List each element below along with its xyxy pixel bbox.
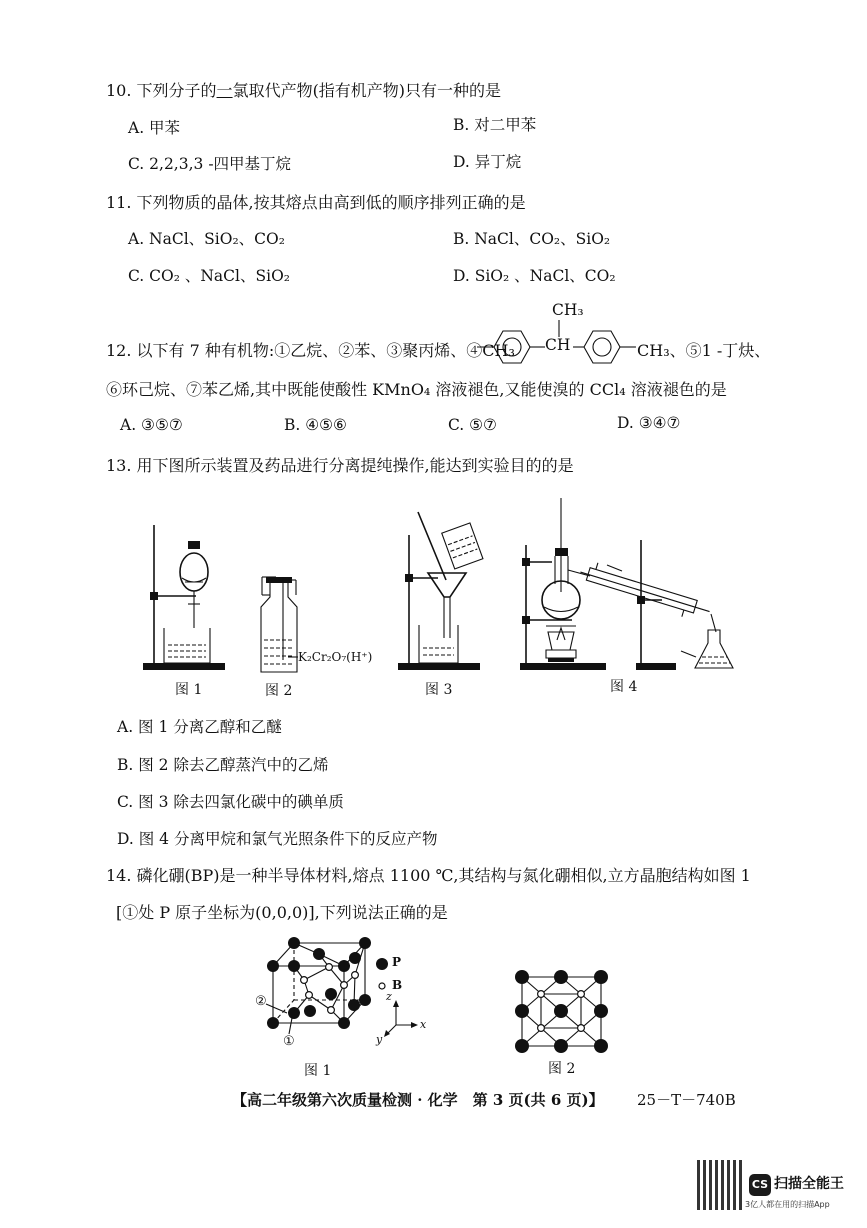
q14-fig2-caption: 图 2	[548, 1061, 576, 1077]
crystal-mark-2: ②	[255, 994, 267, 1009]
fig2-caption: 图 2	[265, 683, 293, 699]
q10-option-b: B. 对二甲苯	[453, 116, 537, 134]
fig4-caption: 图 4	[610, 679, 638, 695]
q10-option-d: D. 异丁烷	[453, 153, 522, 171]
q13-option-a: A. 图 1 分离乙醇和乙醚	[117, 718, 282, 736]
q12-option-d: D. ③④⑦	[617, 414, 681, 432]
crystal-mark-1: ①	[283, 1034, 295, 1049]
scanner-brand-name: 扫描全能王	[774, 1176, 844, 1192]
scanner-logo: CS	[749, 1174, 771, 1196]
page-footer-code: 25－T－740B	[637, 1091, 736, 1109]
legend-p-label: P	[392, 955, 402, 969]
q11-option-b: B. NaCl、CO₂、SiO₂	[453, 230, 611, 248]
axis-x-label: x	[420, 1018, 427, 1031]
crystal-unit-cell	[266, 937, 371, 1034]
crystal-legend	[376, 958, 388, 989]
scanner-brand-sub: 3亿人都在用的扫描App	[745, 1200, 830, 1209]
q11-option-c: C. CO₂ 、NaCl、SiO₂	[128, 267, 290, 285]
q12-option-c: C. ⑤⑦	[448, 416, 497, 434]
q13-option-d: D. 图 4 分离甲烷和氯气光照条件下的反应产物	[117, 830, 438, 848]
q14-fig1-caption: 图 1	[304, 1063, 332, 1079]
axis-z-label: z	[386, 990, 392, 1003]
qr-code	[697, 1160, 745, 1210]
q11-stem: 11. 下列物质的晶体,按其熔点由高到低的顺序排列正确的是	[106, 193, 526, 212]
q12-stem-line2: ⑥环己烷、⑦苯乙烯,其中既能使酸性 KMnO₄ 溶液褪色,又能使溴的 CCl₄ 溶液褪色的是	[106, 380, 727, 399]
q11-option-d: D. SiO₂ 、NaCl、CO₂	[453, 267, 616, 285]
q12-ch-label: CH	[545, 336, 571, 354]
q13-option-c: C. 图 3 除去四氯化碳中的碘单质	[117, 793, 344, 811]
crystal-projection	[515, 970, 608, 1053]
q11-option-a: A. NaCl、SiO₂、CO₂	[128, 230, 285, 248]
axis-y-label: y	[376, 1033, 383, 1046]
q12-stem-start: 12. 以下有 7 种有机物:①乙烷、②苯、③聚丙烯、④CH₃	[106, 341, 515, 360]
legend-b-label: B	[392, 978, 403, 992]
q13-stem: 13. 用下图所示装置及药品进行分离提纯操作,能达到实验目的的是	[106, 456, 574, 475]
q12-methyl-top: CH₃	[552, 301, 584, 319]
crystal-axes	[384, 1000, 418, 1037]
q14-stem: 14. 磷化硼(BP)是一种半导体材料,熔点 1100 ℃,其结构与氮化硼相似,立方晶胞结构如图 1	[106, 866, 751, 885]
fig3-caption: 图 3	[425, 682, 453, 698]
fig1-caption: 图 1	[175, 682, 203, 698]
q14-stem-line2: [①处 P 原子坐标为(0,0,0)],下列说法正确的是	[116, 903, 448, 922]
q10-option-c: C. 2,2,3,3 -四甲基丁烷	[128, 155, 292, 173]
q13-option-b: B. 图 2 除去乙醇蒸汽中的乙烯	[117, 756, 329, 774]
q10-option-a: A. 甲苯	[128, 119, 181, 137]
page-footer-title: 【高二年级第六次质量检测 · 化学 第 3 页(共 6 页)】	[232, 1091, 604, 1109]
q12-stem-end: CH₃、⑤1 -丁炔、	[637, 341, 771, 360]
fig2-reagent-label: K₂Cr₂O₇(H⁺)	[298, 650, 373, 664]
q12-option-a: A. ③⑤⑦	[120, 416, 183, 434]
q10-stem: 10. 下列分子的一氯取代产物(指有机产物)只有一种的是	[106, 81, 502, 100]
q12-option-b: B. ④⑤⑥	[284, 416, 347, 434]
